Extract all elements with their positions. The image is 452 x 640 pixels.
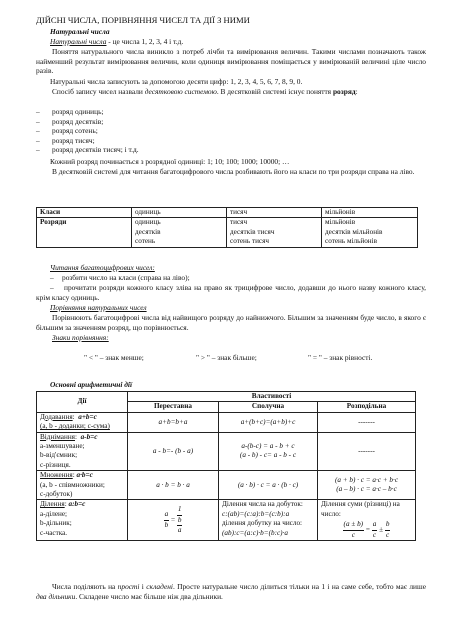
- reading-item-1: – розбити число на класи (справа на ліво);: [50, 273, 190, 282]
- add-commutative: a+b=b+a: [128, 412, 219, 432]
- classes-table: [36, 207, 418, 248]
- signs-heading: Знаки порівняння:: [52, 333, 109, 342]
- rank-item-label: розряд сотень;: [52, 126, 98, 136]
- table-row: [37, 432, 416, 471]
- header-actions: Дії: [37, 392, 128, 413]
- mul-distributive: [318, 471, 416, 500]
- two-divisors-term: два дільники: [36, 591, 76, 601]
- fraction-numerator: a: [372, 520, 378, 530]
- plus-minus-sign: ±: [379, 525, 384, 534]
- sign-less: " < " – знак менше;: [84, 353, 144, 362]
- formula-line: (a - b) - c= a - b - c: [239, 451, 297, 460]
- cell-line: десятків тисяч: [230, 227, 275, 236]
- table-cell: [227, 218, 322, 247]
- natural-definition-text: - це числа 1, 2, 3, 4 і т.д.: [108, 37, 184, 46]
- rank-term: розряд: [332, 87, 356, 96]
- fraction: [343, 520, 365, 540]
- cell-line: сотень тисяч: [230, 237, 270, 246]
- cell-line: сотень: [135, 237, 156, 246]
- op-name: Ділення: [40, 500, 65, 509]
- equals-sign: =: [365, 525, 370, 534]
- p3-text-a: Спосіб запису чисел назвали: [52, 87, 143, 96]
- formula-line: (ab):c=(a:c)·b=(b:c)·a: [222, 528, 288, 537]
- rank-item-label: розряд десятків;: [52, 116, 104, 126]
- op-division: Ділення: a:b=c a-ділене; b-дільник; c-частка.: [37, 500, 128, 541]
- table-cell: [132, 218, 227, 247]
- op-line: c-різниця.: [40, 460, 71, 469]
- formula-line: Ділення числа на добуток:: [222, 500, 303, 509]
- equals-sign: =: [170, 515, 176, 524]
- prime-term: прості: [117, 582, 140, 591]
- table-cell: одиниць: [132, 208, 227, 218]
- decimal-system-term: десятковою системою: [144, 87, 217, 96]
- div-associative: [219, 500, 318, 541]
- op-name: Віднімання: [40, 432, 75, 441]
- footer-text: . Просте натуральне число ділиться тільки на 1 і на саме себе, тобто має лише: [172, 582, 426, 591]
- op-line: b-від'ємник;: [40, 451, 78, 460]
- add-associative: a+(b+c)=(a+b)+c: [219, 412, 318, 432]
- header-distributive: Розподільна: [318, 402, 416, 412]
- page-title: ДІЙСНІ ЧИСЛА, ПОРІВНЯННЯ ЧИСЕЛ ТА ДІЇ З НИМИ: [36, 15, 250, 25]
- fraction: [385, 520, 391, 540]
- header-properties: Властивості: [128, 392, 416, 402]
- signs-row: [0, 353, 452, 363]
- table-row: [37, 500, 416, 541]
- rank-item-label: розряд одиниць;: [52, 107, 104, 116]
- sub-distributive: -------: [318, 432, 416, 471]
- op-line: c-частка.: [40, 528, 68, 537]
- natural-paragraph-1: Поняття натурального числа виникло з потреб лічби та вимірювання величин. Такими числами позначають також найменший результат вимірювання величин, коли одиниця вимірювання поміщається у вимірюваній величині ціле число разів.: [36, 47, 426, 76]
- header-commutative: Переставна: [128, 402, 219, 412]
- cell-line: сотень мільйонів: [325, 237, 378, 246]
- op-line: (a, b - співмножники;: [40, 480, 105, 489]
- rank-item-label: розряд тисяч;: [52, 135, 95, 145]
- ops-heading: Основні арифметичні дії: [50, 380, 132, 389]
- mul-associative: (a · b) · c = a · (b · c): [219, 471, 318, 500]
- op-formula: a·b=c: [76, 471, 93, 480]
- formula-line: c:(ab)=(c:a):b=(c:b):a: [222, 509, 290, 518]
- add-distributive: -------: [318, 412, 416, 432]
- list-item: – розряд тисяч;: [36, 135, 95, 145]
- table-cell: мільйонів: [322, 208, 418, 218]
- fraction: [164, 510, 170, 530]
- distr-formula: [321, 520, 412, 540]
- reading-item-2: – прочитати розряди кожного класу зліва на право як трицифрове число, додавши до нього назву кожного класу, крім класу одиниць.: [36, 283, 426, 302]
- fraction-numerator: a: [164, 510, 170, 520]
- table-row: [37, 392, 416, 402]
- list-item: – розряд десятків тисяч; і т.д.: [36, 145, 139, 155]
- op-line: a-ділене;: [40, 509, 68, 518]
- reading-heading: Читання багатоцифрових чисел:: [50, 263, 155, 272]
- sign-equal: " = " – знак рівності.: [308, 353, 373, 362]
- op-formula: a+b=c: [78, 412, 97, 421]
- op-multiplication: Множення: a·b=c (a, b - співмножники; c-добуток): [37, 471, 128, 500]
- formula-line: Ділення суми (різниці) на число:: [321, 500, 400, 518]
- natural-definition: [50, 37, 183, 47]
- natural-paragraph-4: Кожний розряд починається з розрядної одиниці: 1; 10; 100; 1000; 10000; …: [50, 157, 290, 166]
- table-row: [37, 208, 418, 218]
- op-formula: a-b=c: [80, 432, 98, 441]
- natural-term: Натуральні числа: [50, 37, 107, 46]
- fraction-numerator: b: [177, 516, 183, 526]
- natural-heading: Натуральні числа: [50, 27, 110, 36]
- op-name: Множення: [40, 471, 73, 480]
- op-line: b-дільник;: [40, 519, 72, 528]
- header-associative: Сполучна: [219, 402, 318, 412]
- p3-colon: :: [355, 87, 358, 96]
- natural-paragraph-2: Натуральні числа записують за допомогою десяти цифр: 1, 2, 3, 4, 5, 6, 7, 8, 9, 0.: [50, 77, 303, 86]
- fraction-denominator: c: [386, 530, 390, 539]
- div-distributive: [318, 500, 416, 541]
- table-cell: тисяч: [227, 208, 322, 218]
- sub-associative: [219, 432, 318, 471]
- op-formula: a:b=c: [68, 500, 86, 509]
- fraction-denominator: a: [177, 525, 182, 534]
- reading-item-text: прочитати розряди кожного класу зліва на право як трицифрове число, додавши до нього назву кожного класу, крім класу одиниць.: [36, 283, 426, 302]
- op-name: Додавання: [40, 412, 73, 421]
- p3-text-b: . В десятковій системі існує поняття: [216, 87, 332, 96]
- fraction: [177, 505, 183, 535]
- cell-line: десятків мільйонів: [325, 227, 383, 236]
- mul-commutative: a · b = b · a: [128, 471, 219, 500]
- ops-table: [36, 391, 416, 541]
- op-subtraction: Віднімання: a-b=c a-зменшуване; b-від'ємник; c-різниця.: [37, 432, 128, 471]
- sign-greater: " > " – знак більше;: [196, 353, 257, 362]
- natural-paragraph-5: В десятковій системі для читання багатоцифрового числа розбивають його на класи по три розряди справа на ліво.: [52, 167, 415, 176]
- natural-paragraph-3: [36, 87, 426, 97]
- rank-item-label: розряд десятків тисяч; і т.д.: [52, 145, 139, 155]
- table-row: [37, 218, 418, 247]
- formula-line: (a + b) · c = a·c + b·c: [334, 475, 399, 484]
- op-line: a-зменшуване;: [40, 442, 85, 451]
- table-cell: Розряди: [37, 218, 132, 247]
- div-commutative: [128, 500, 219, 541]
- formula-line: (a – b) · c = a·c – b·c: [336, 485, 397, 494]
- sub-commutative: a - b=- (b - a): [128, 432, 219, 471]
- footer-text: Числа поділяють на: [52, 582, 116, 591]
- fraction-denominator: c: [351, 530, 355, 539]
- formula-line: a-(b-c) = a - b + c: [241, 442, 295, 451]
- cell-line: одиниць: [135, 218, 161, 227]
- compare-heading: Порівняння натуральних чисел: [50, 303, 147, 312]
- reading-item-text: розбити число на класи (справа на ліво);: [62, 273, 190, 282]
- rank-list: [36, 107, 139, 155]
- cell-line: тисяч: [230, 218, 248, 227]
- fraction-numerator: (a ± b): [343, 520, 365, 530]
- footer-text: і: [141, 582, 144, 591]
- footer-paragraph: [36, 582, 426, 601]
- table-cell: Класи: [37, 208, 132, 218]
- list-item: – розряд десятків;: [36, 116, 104, 126]
- op-line: c-добуток): [40, 490, 73, 499]
- fraction-denominator: c: [372, 530, 377, 539]
- fraction-numerator: b: [385, 520, 391, 530]
- compare-paragraph: Порівнюють багатоцифрові числа від найвищого розряду до найнижчого. Більшим за значенням буде число, в якого є більшим за значенням розряд, що порівнюється.: [36, 313, 426, 332]
- fraction-denominator: b: [164, 520, 169, 529]
- op-legend: (a, b - доданки; c-сума): [40, 422, 110, 431]
- nested-fraction: [177, 516, 183, 536]
- formula-line: ділення добутку на число:: [222, 519, 303, 528]
- table-cell: [322, 218, 418, 247]
- fraction: [372, 520, 378, 540]
- cell-line: десятків: [135, 227, 161, 236]
- list-item: – розряд одиниць;: [36, 107, 104, 116]
- cell-line: мільйонів: [325, 218, 356, 227]
- list-item: – розряд сотень;: [36, 126, 98, 136]
- footer-text: . Складене число має більше ніж два дільники.: [75, 591, 223, 601]
- table-row: [37, 412, 416, 432]
- fraction-numerator: 1: [177, 505, 183, 515]
- op-addition: Додавання: a+b=c (a, b - доданки; c-сума): [37, 412, 128, 432]
- composite-term: складені: [146, 582, 173, 591]
- table-row: [37, 471, 416, 500]
